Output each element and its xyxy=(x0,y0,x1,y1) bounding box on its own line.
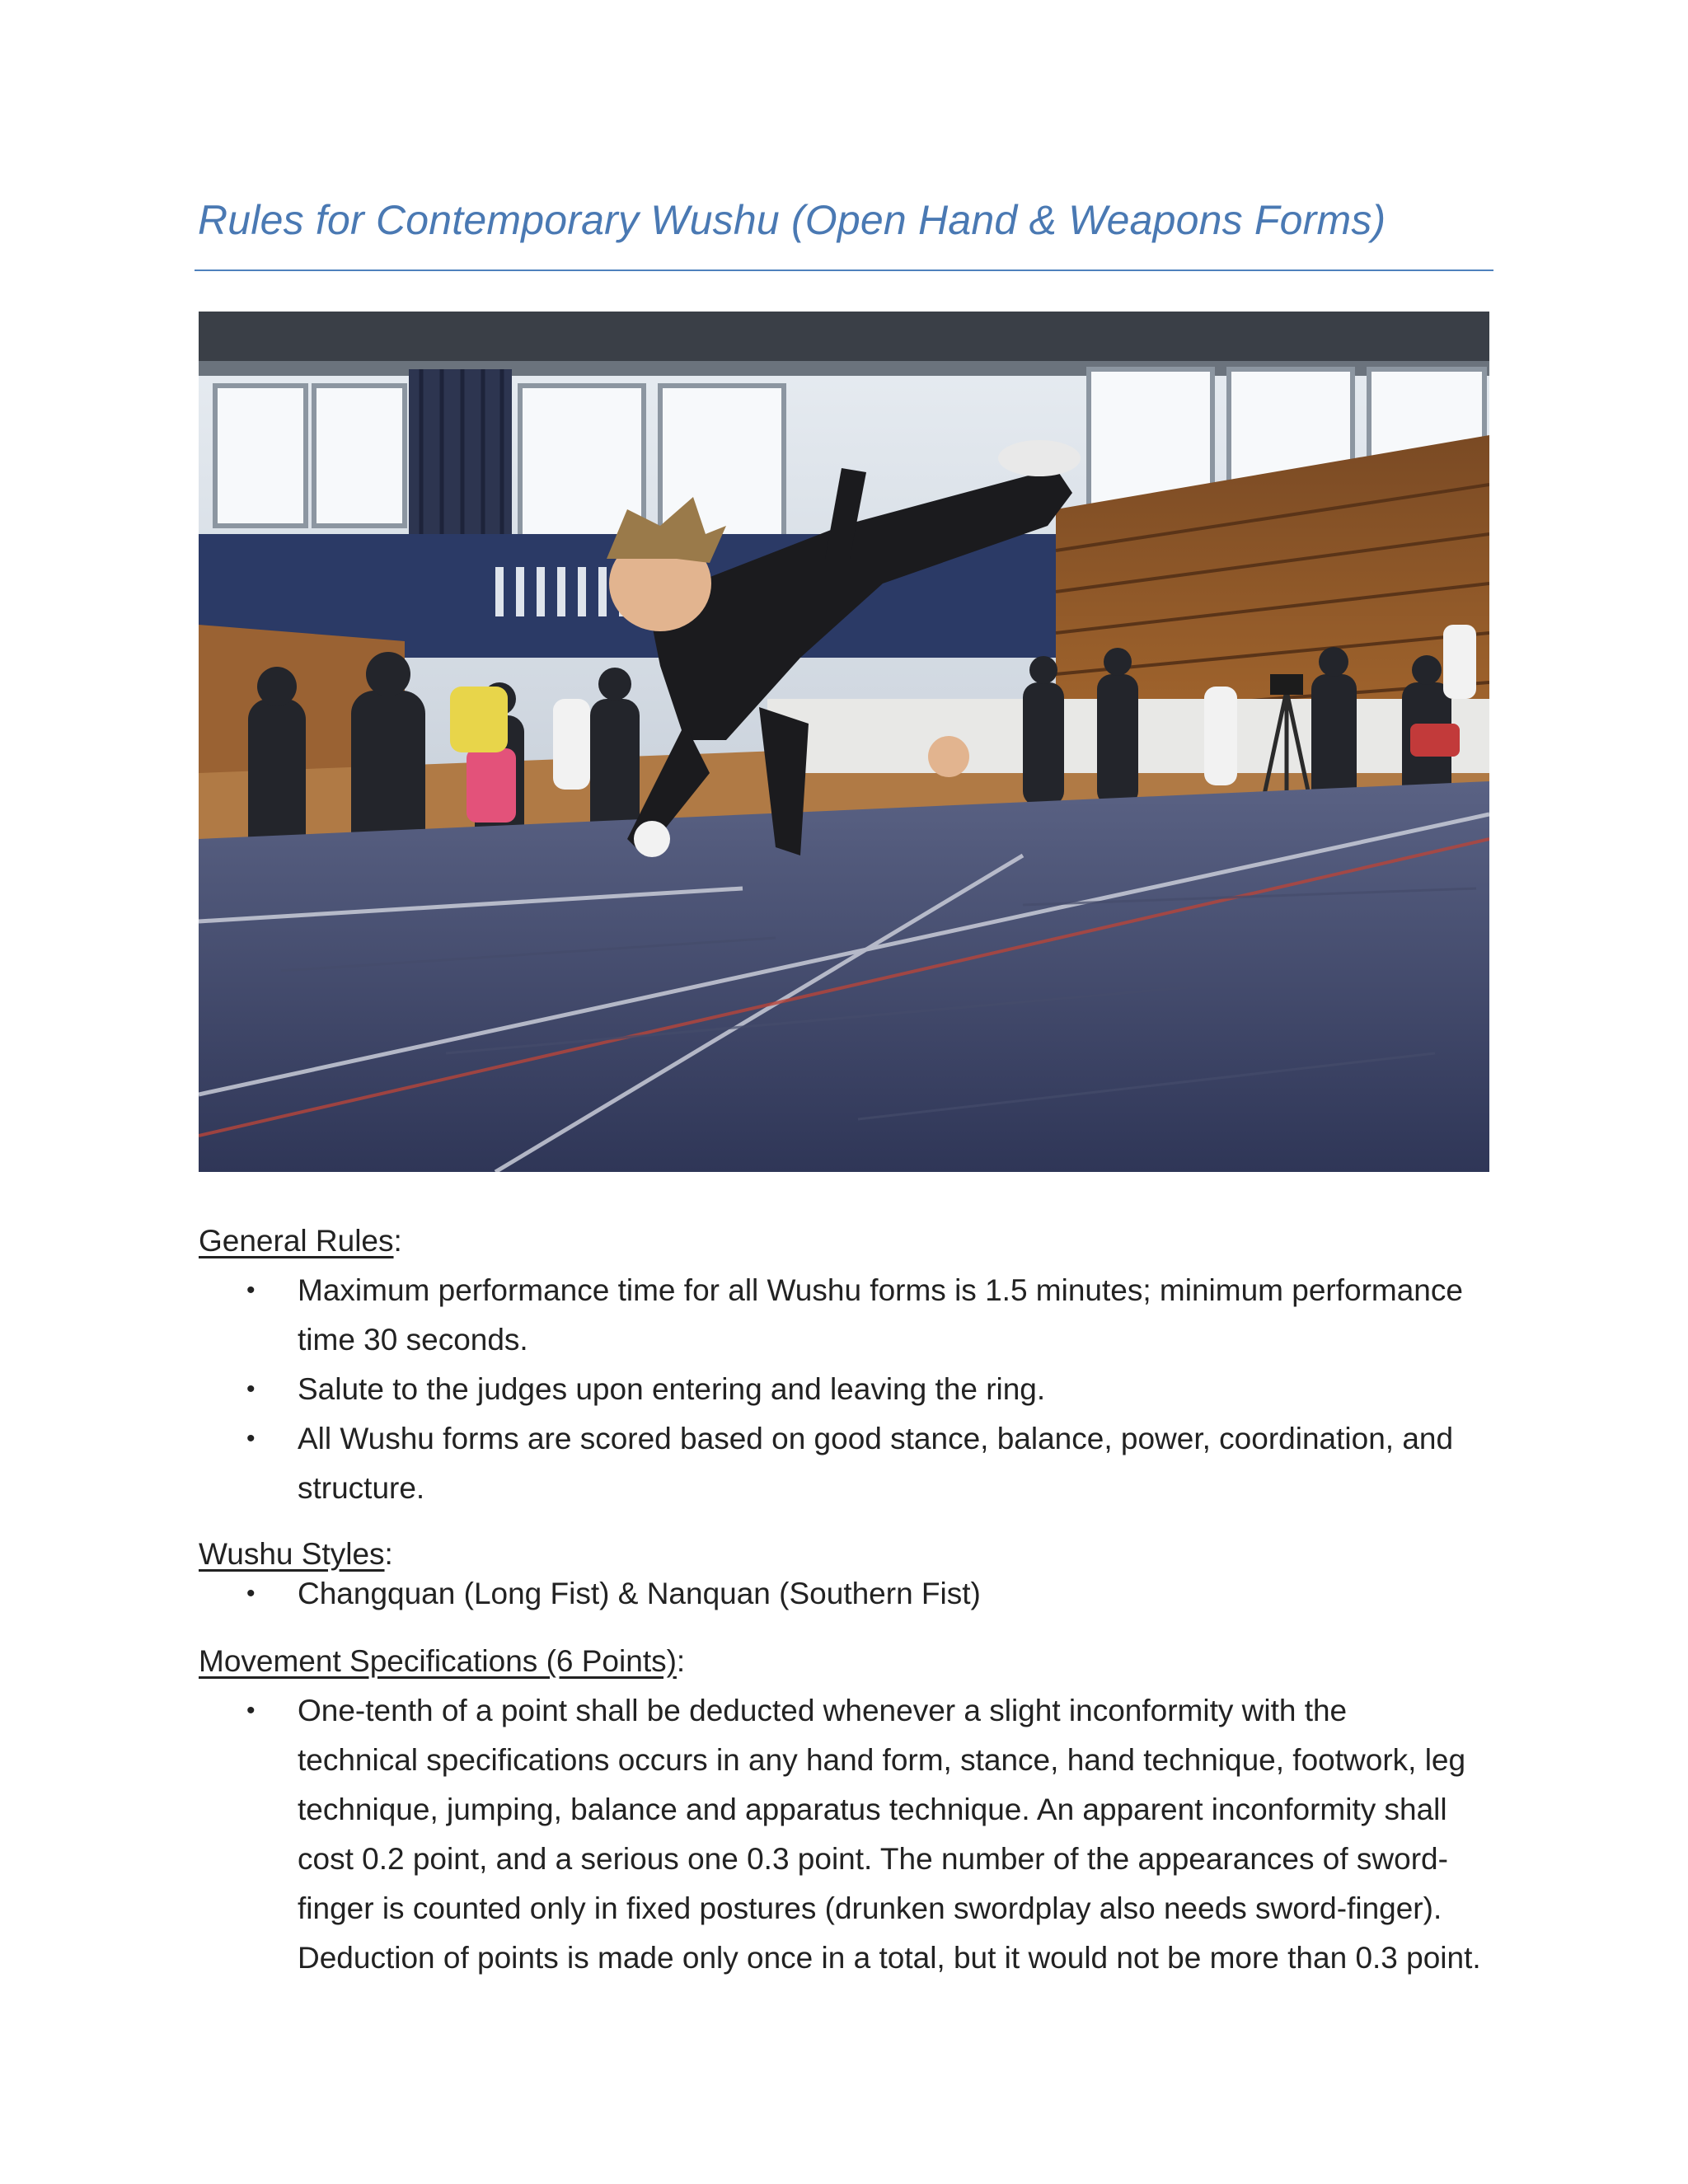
list-item xyxy=(199,1266,1517,1365)
list-item-text: Maximum performance time for all Wushu forms is 1.5 minutes; minimum performance time 30 seconds. xyxy=(298,1273,1463,1357)
wushu-styles-list xyxy=(199,1569,1517,1619)
section-heading-colon: : xyxy=(384,1537,393,1571)
list-item-text: Salute to the judges upon entering and leaving the ring. xyxy=(298,1372,1046,1406)
section-heading-text: Movement Specifications (6 Points) xyxy=(199,1644,677,1678)
section-heading-colon: : xyxy=(393,1224,402,1258)
movement-specifications-list xyxy=(199,1686,1517,1983)
title-underline-divider xyxy=(195,269,1493,271)
section-heading-text: General Rules xyxy=(199,1224,394,1258)
list-item xyxy=(199,1365,1517,1414)
wushu-competition-photo xyxy=(199,312,1489,1172)
section-heading-movement-specifications xyxy=(199,1637,685,1686)
list-item-text: Changquan (Long Fist) & Nanquan (Southern Fist) xyxy=(298,1577,981,1610)
photo-illustration xyxy=(199,312,1489,1172)
bullet-icon: • xyxy=(246,1277,256,1304)
list-item xyxy=(199,1569,1517,1619)
bullet-icon: • xyxy=(246,1580,256,1607)
page-title: Rules for Contemporary Wushu (Open Hand & Weapons Forms) xyxy=(198,197,1386,243)
bullet-icon: • xyxy=(246,1376,256,1403)
list-item xyxy=(199,1686,1517,1983)
list-item-text: One-tenth of a point shall be deducted whenever a slight inconformity with the technical specifications occurs in any hand form, stance, hand technique, footwork, leg technique, jumping, balance and apparatus technique. An apparent inconformity shall cost 0.2 point, and a serious one 0.3 point. The number of the appearances of sword- finger is counted only in fixed postures (drunken swordplay also needs sword-finger). Deduction of points is made only once in a total, but it would not be more than 0.3 point. xyxy=(298,1694,1481,1975)
bullet-icon: • xyxy=(246,1697,256,1724)
list-item xyxy=(199,1414,1517,1513)
list-item-text: All Wushu forms are scored based on good stance, balance, power, coordination, and structure. xyxy=(298,1422,1454,1505)
section-heading-colon: : xyxy=(676,1644,686,1678)
section-heading-general-rules xyxy=(199,1216,402,1266)
bullet-icon: • xyxy=(246,1425,256,1452)
section-heading-text: Wushu Styles xyxy=(199,1537,385,1571)
general-rules-list xyxy=(199,1266,1517,1513)
